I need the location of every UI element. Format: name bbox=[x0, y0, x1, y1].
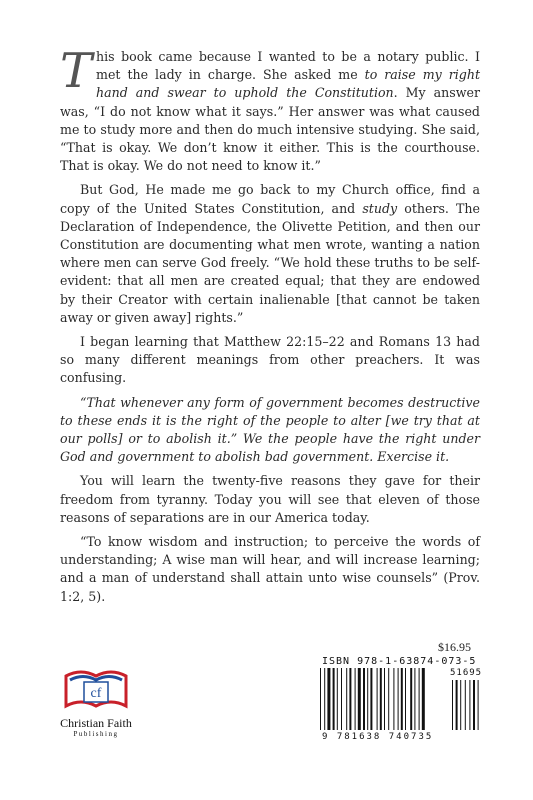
paragraph-5: You will learn the twenty-five reasons they gave for their freedom from tyranny. Today you will see that eleven of those reasons of separations are in our America today. bbox=[60, 473, 480, 525]
logo-letters: cf bbox=[90, 686, 102, 701]
paragraph-6: “To know wisdom and instruction; to perceive the words of understanding; A wise man will hear, and will increase learning; and a man of understand shall attain unto wise counsels” (Prov. 1:2, 5). bbox=[60, 534, 480, 604]
publisher-logo bbox=[56, 658, 136, 718]
isbn-label: ISBN 978-1-63874-073-5 bbox=[322, 656, 477, 667]
back-cover-text bbox=[60, 43, 481, 612]
paragraph-2: But God, He made me go back to my Church office, find a copy of the United States Constitution, and study others. The Declaration of Independence, the Olivette Petition, and then our Constitution are documenting what men wrote, wanting a nation where men can serve God freely. “We hold these truths to be self-evident: that all men are created equal; that they are endowed by their Creator with certain inalienable [that cannot be taken away or given away] rights.” bbox=[60, 182, 480, 325]
barcode-addon: 51695 bbox=[450, 668, 483, 678]
publisher-name: Christian Faith bbox=[60, 716, 132, 730]
price-label: $16.95 bbox=[438, 640, 471, 654]
paragraph-3: I began learning that Matthew 22:15–22 and Romans 13 had so many different meanings from other preachers. It was confusing. bbox=[60, 334, 480, 386]
paragraph-4: “That whenever any form of government becomes destructive to these ends it is the right of the people to alter [we try that at our polls] or to abolish it.” We the people have the right under God and government to abolish bad government. Exercise it. bbox=[60, 394, 480, 465]
barcode-digits: 9 781638 740735 bbox=[322, 732, 434, 742]
barcode bbox=[320, 668, 490, 732]
drop-cap: T bbox=[60, 43, 93, 99]
paragraph-1: This book came because I wanted to be a notary public. I met the lady in charge. She asked me to raise my right hand and swear to uphold the Constitution. My answer was, “I do not know what it says.” Her answer was what caused me to study more and then do much intensive studying. She said, “That is okay. We don’t know it either. This is the courthouse. That is okay. We do not need to know it.” bbox=[60, 43, 481, 174]
publisher-sub: Publishing bbox=[73, 730, 119, 738]
